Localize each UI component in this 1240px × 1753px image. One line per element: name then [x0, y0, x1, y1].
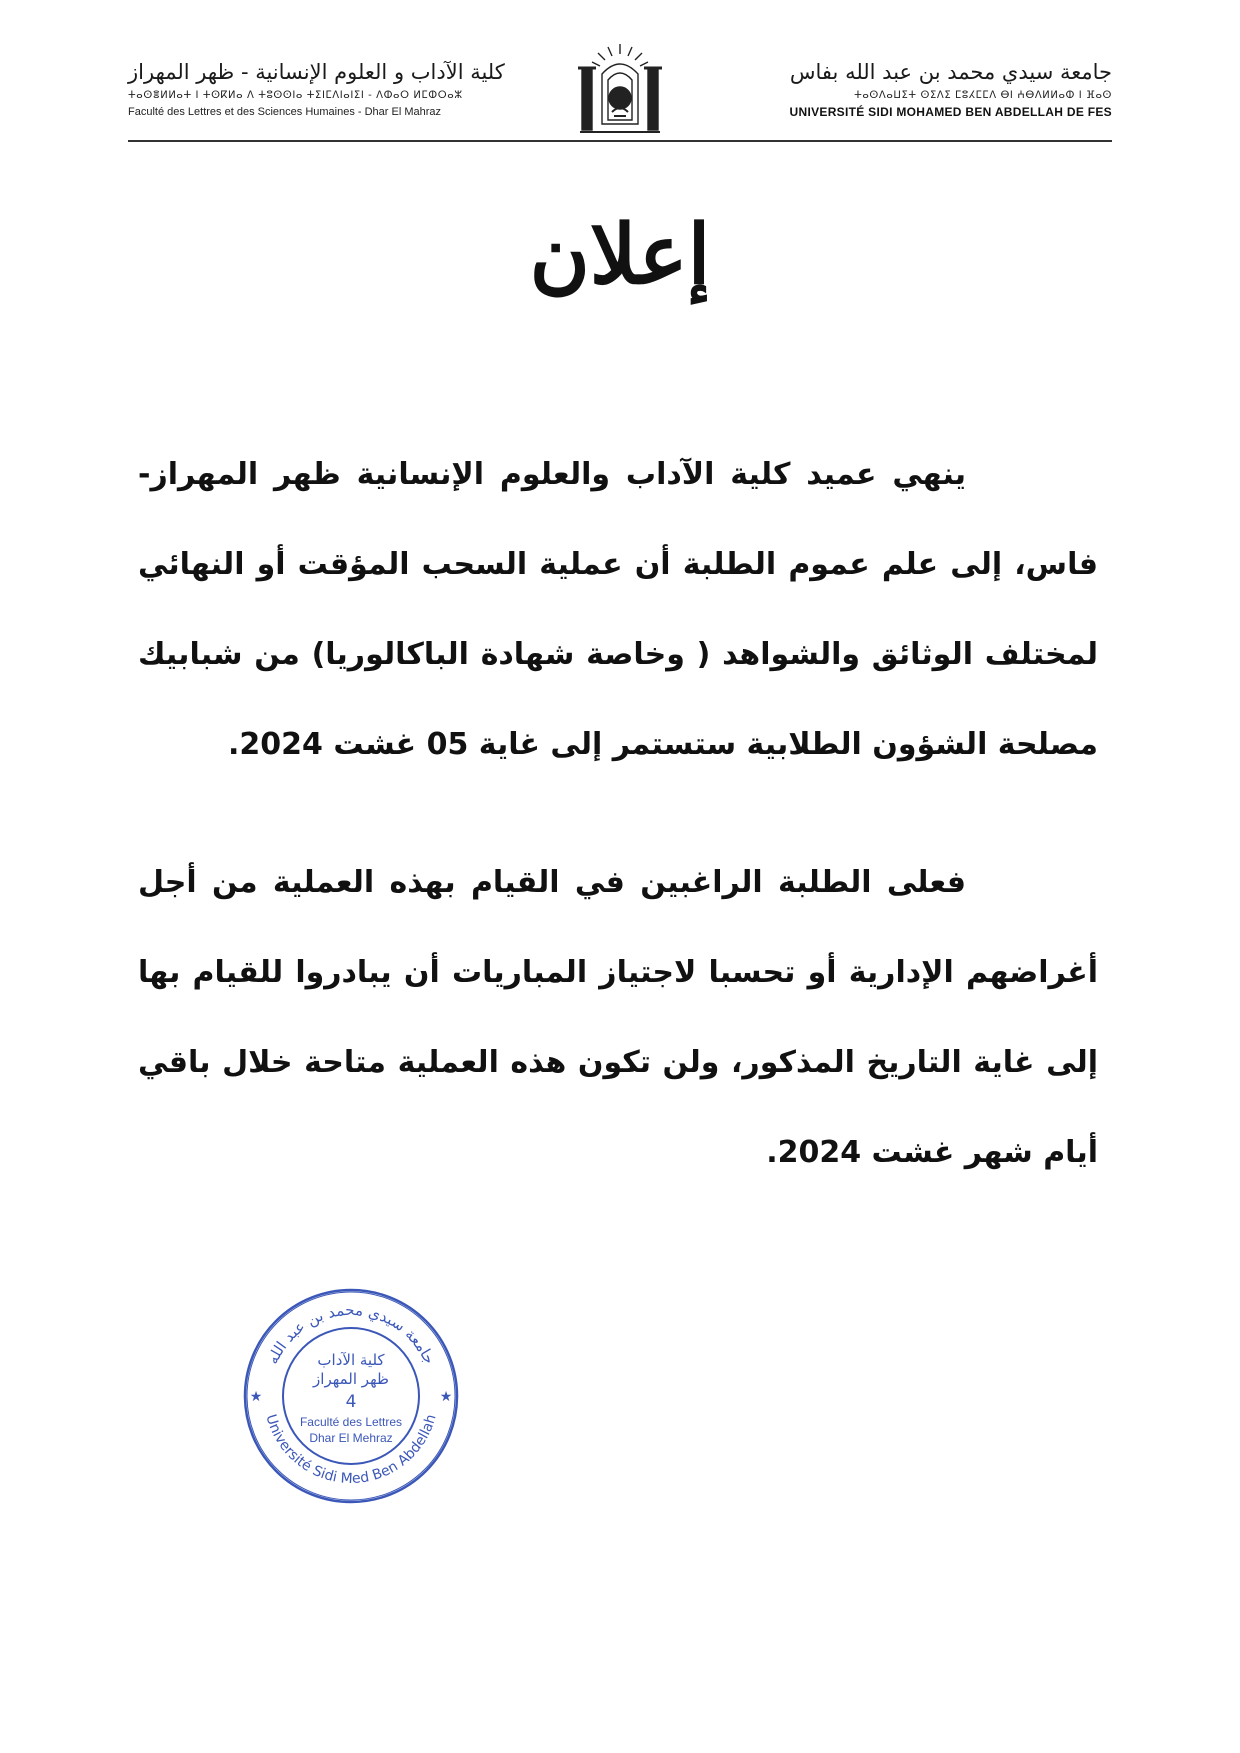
- announcement-paragraph-2: فعلى الطلبة الراغبين في القيام بهذه العملية من أجل أغراضهم الإدارية أو تحسبا لاجتياز المباريات أن يبادروا للقيام بها إلى غاية التاريخ المذكور، ولن تكون هذه العملية متاحة خلال باقي أيام شهر غشت 2024.: [138, 865, 1098, 1170]
- stamp-inner-arabic-1: كلية الآداب: [317, 1351, 385, 1369]
- official-stamp-icon: [240, 1285, 462, 1507]
- stamp-outer-latin: Université Sidi Med Ben Abdellah: [262, 1412, 440, 1488]
- university-name-arabic: جامعة سيدي محمد بن عبد الله بفاس: [789, 60, 1112, 84]
- stamp-star-right: ★: [439, 1389, 453, 1405]
- stamp-inner-latin-1: Faculté des Lettres: [299, 1415, 403, 1429]
- faculty-name-tifinagh: ⵜⴰⵙⴻⵍⵍⴰⵜ ⵏ ⵜⵙⴽⵍⴰ ⴷ ⵜⵓⵙⵙⵏⴰ ⵜⵉⵏⵎⴷⵏⴰⵏⵉⵏ - ⴷⵀⴰⵔ ⵍⵎⵀⵔⴰⵣ: [128, 90, 463, 101]
- stamp-inner-arabic-2: ظهر المهراز: [313, 1370, 389, 1388]
- stamp-number: 4: [345, 1392, 357, 1412]
- stamp-star-left: ★: [249, 1389, 263, 1405]
- announcement-title: إعلان: [529, 207, 711, 303]
- faculty-block: [128, 58, 568, 120]
- letterhead: [128, 40, 1112, 138]
- university-name-latin: UNIVERSITÉ SIDI MOHAMED BEN ABDELLAH DE FES: [789, 105, 1112, 119]
- faculty-name-arabic: كلية الآداب و العلوم الإنسانية - ظهر المهراز: [128, 60, 505, 84]
- faculty-name-latin: Faculté des Lettres et des Sciences Humaines - Dhar El Mahraz: [128, 106, 442, 118]
- university-name-tifinagh: ⵜⴰⵙⴷⴰⵡⵉⵜ ⵙⵉⴷⵉ ⵎⵓⵃⵎⵎⴷ ⴱⵏ ⵄⴱⴷⵍⵍⴰⵀ ⵏ ⴼⴰⵙ: [854, 90, 1112, 101]
- stamp-inner-latin-2: Dhar El Mehraz: [309, 1431, 393, 1445]
- stamp-outer-arabic: جامعة سيدي محمد بن عبد الله: [263, 1300, 439, 1367]
- university-crest-icon: [576, 40, 664, 136]
- university-block: [672, 58, 1112, 120]
- header-divider: [128, 140, 1112, 142]
- announcement-paragraph-1: ينهي عميد كلية الآداب والعلوم الإنسانية ظهر المهراز- فاس، إلى علم عموم الطلبة أن عملية السحب المؤقت أو النهائي لمختلف الوثائق والشواهد ( وخاصة شهادة الباكالوريا) من شبابيك مصلحة الشؤون الطلابية ستستمر إلى غاية 05 غشت 2024.: [138, 457, 1098, 762]
